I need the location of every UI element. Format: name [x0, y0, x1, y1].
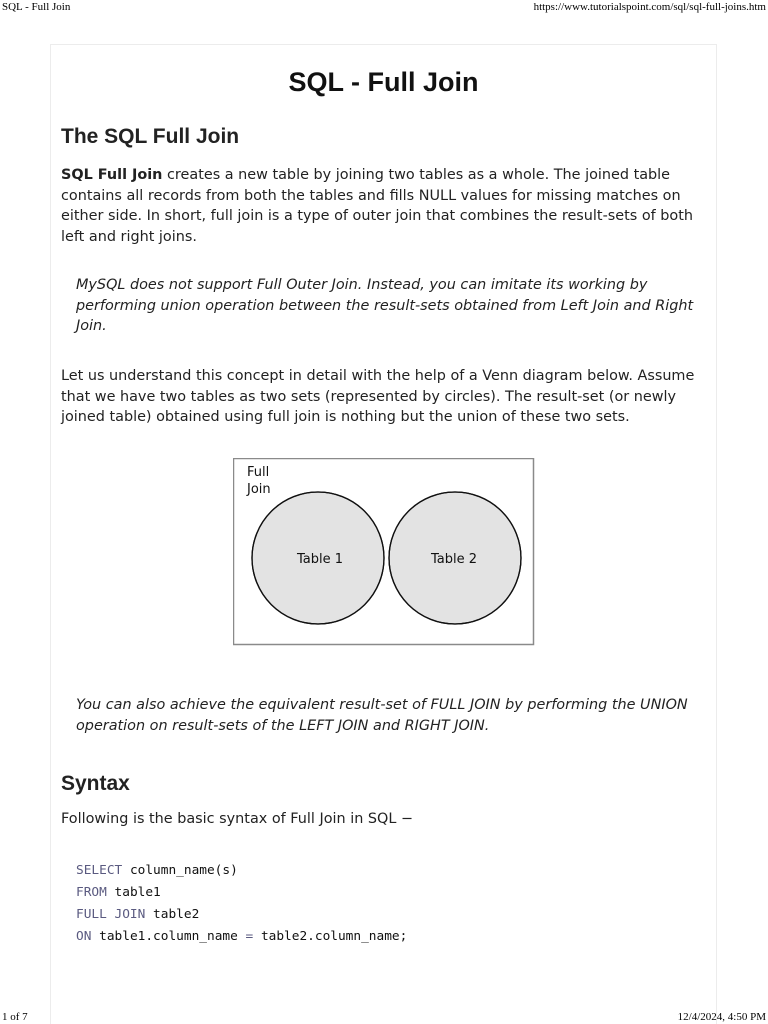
- code-keyword: ON: [76, 929, 92, 944]
- code-keyword: SELECT: [76, 863, 123, 878]
- venn-label-table1: Table 1: [296, 552, 344, 567]
- intro-bold-term: SQL Full Join: [61, 167, 163, 183]
- print-datetime: 12/4/2024, 4:50 PM: [677, 1011, 766, 1023]
- venn-diagram: [233, 458, 535, 646]
- page-title: SQL - Full Join: [288, 67, 479, 97]
- article-card: [50, 44, 717, 1024]
- venn-title-line1: Full: [247, 465, 270, 480]
- syntax-intro: Following is the basic syntax of Full Join in SQL −: [61, 811, 414, 827]
- code-operator: =: [245, 929, 254, 944]
- print-footer: [0, 1011, 768, 1023]
- print-header: [0, 1, 768, 13]
- venn-title-line2: Join: [247, 482, 271, 497]
- venn-explanation-paragraph: Let us understand this concept in detail with the help of a Venn diagram below. Assume that we have two tables as two sets (represented by circles). The result-set (or newly joined table) obtained using full join is nothing but the union of these two sets.: [61, 368, 695, 425]
- code-line-3: FULL JOIN table2: [76, 907, 200, 922]
- print-header-url: https://www.tutorialspoint.com/sql/sql-full-joins.htm: [533, 1, 766, 13]
- code-line-4: ON table1.column_name = table2.column_name;: [76, 929, 408, 944]
- code-line-1: SELECT column_name(s): [76, 863, 238, 878]
- code-keyword: FROM: [76, 885, 107, 900]
- union-note: You can also achieve the equivalent result-set of FULL JOIN by performing the UNION operation on result-sets of the LEFT JOIN and RIGHT JOIN.: [76, 697, 688, 734]
- code-keyword: FULL JOIN: [76, 907, 146, 922]
- venn-label-table2: Table 2: [430, 552, 478, 567]
- syntax-code-block: [76, 860, 696, 948]
- mysql-note: MySQL does not support Full Outer Join. Instead, you can imitate its working by performing union operation between the result-sets obtained from Left Join and Right Join.: [76, 277, 694, 334]
- page-counter: 1 of 7: [2, 1011, 28, 1023]
- print-header-title: SQL - Full Join: [2, 1, 71, 13]
- intro-paragraph: [61, 165, 706, 247]
- section-heading-syntax: Syntax: [61, 772, 130, 795]
- intro-text: creates a new table by joining two tables as a whole. The joined table contains all records from both the tables and fills NULL values for missing matches on either side. In short, full join is a type of outer join that combines the result-sets of both left and right joins.: [61, 167, 693, 245]
- code-line-2: FROM table1: [76, 885, 161, 900]
- section-heading-full-join: The SQL Full Join: [61, 125, 240, 148]
